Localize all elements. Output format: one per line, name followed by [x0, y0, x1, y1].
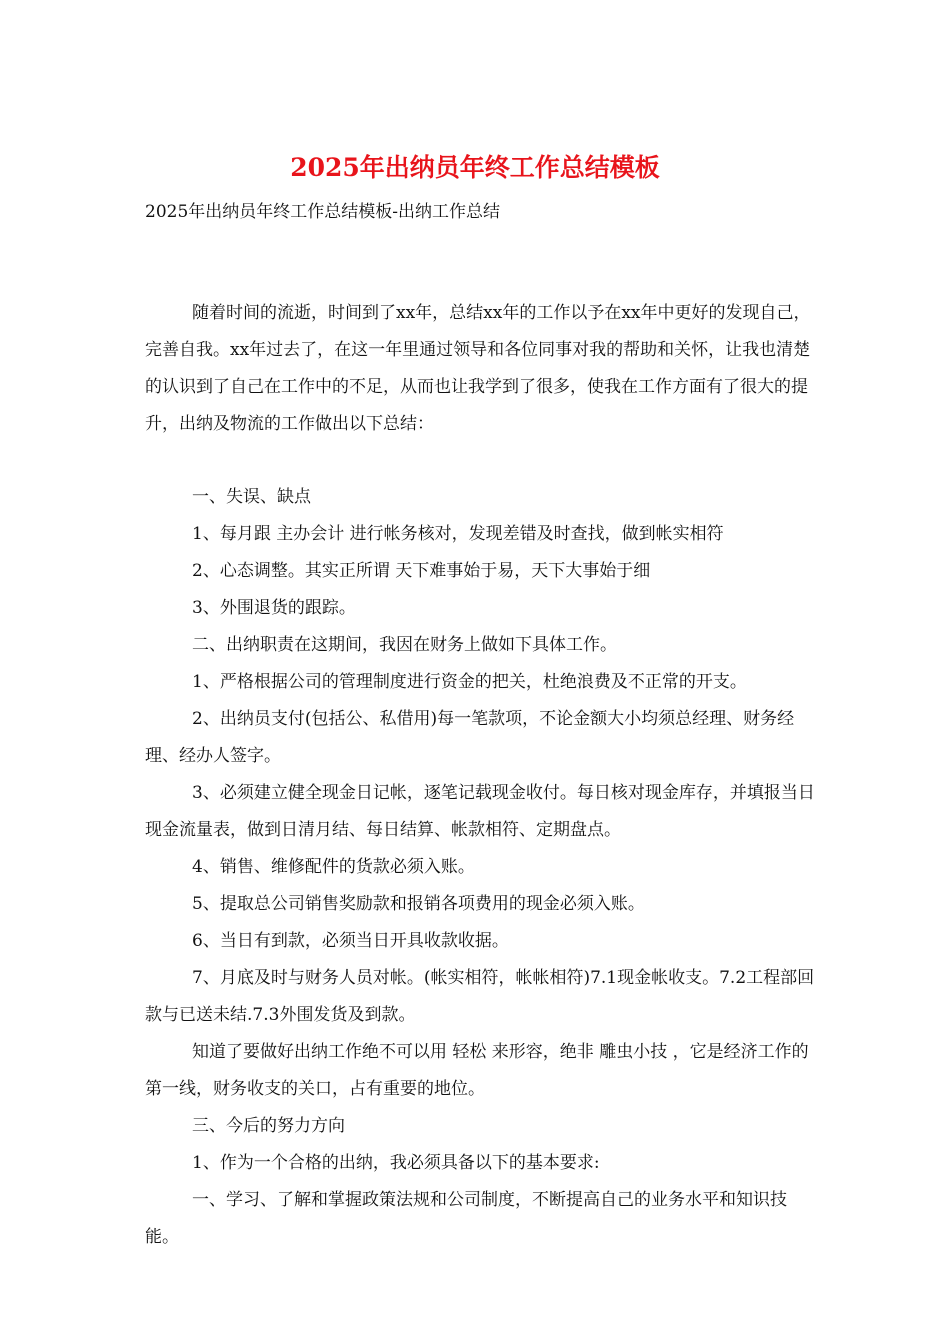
list-item: 2、出纳员支付(包括公、私借用)每一笔款项，不论金额大小均须总经理、财务经理、经办人签字。 [145, 709, 795, 766]
list-item: 4、销售、维修配件的货款必须入账。 [192, 857, 475, 877]
closing-paragraph: 知道了要做好出纳工作绝不可以用 轻松 来形容，绝非 雕虫小技 ，它是经济工作的第一线，财务收支的关口，占有重要的地位。 [145, 1042, 809, 1099]
list-item: 一、学习、了解和掌握政策法规和公司制度，不断提高自己的业务水平和知识技能。 [145, 1190, 787, 1247]
list-item: 3、外围退货的跟踪。 [192, 598, 356, 618]
list-item: 1、每月跟 主办会计 进行帐务核对，发现差错及时查找，做到帐实相符 [192, 524, 724, 544]
list-item: 1、严格根据公司的管理制度进行资金的把关，杜绝浪费及不正常的开支。 [192, 672, 747, 692]
paragraph-spacer [145, 443, 815, 479]
document-title: 2025年出纳员年终工作总结模板 [290, 153, 660, 182]
section-heading: 二、出纳职责在这期间，我因在财务上做如下具体工作。 [192, 635, 617, 655]
list-item: 3、必须建立健全现金日记帐，逐笔记载现金收付。每日核对现金库存，并填报当日现金流量表，做到日清月结、每日结算、帐款相符、定期盘点。 [145, 783, 815, 840]
list-item: 2、心态调整。其实正所谓 天下难事始于易，天下大事始于细 [192, 561, 651, 581]
document-subtitle: 2025年出纳员年终工作总结模板-出纳工作总结 [145, 202, 501, 222]
list-item: 6、当日有到款，必须当日开具收款收据。 [192, 931, 509, 951]
list-item: 7、月底及时与财务人员对帐。(帐实相符，帐帐相符)7.1现金帐收支。7.2工程部回款与已送未结.7.3外围发货及到款。 [145, 968, 815, 1025]
document-body [145, 295, 815, 1256]
list-item: 5、提取总公司销售奖励款和报销各项费用的现金必须入账。 [192, 894, 645, 914]
list-item: 1、作为一个合格的出纳，我必须具备以下的基本要求: [192, 1153, 600, 1173]
section-heading: 三、今后的努力方向 [192, 1116, 345, 1136]
intro-paragraph: 随着时间的流逝，时间到了xx年，总结xx年的工作以予在xx年中更好的发现自己，完善自我。xx年过去了，在这一年里通过领导和各位同事对我的帮助和关怀，让我也清楚的认识到了自己在工作中的不足，从而也让我学到了很多，使我在工作方面有了很大的提升，出纳及物流的工作做出以下总结： [145, 303, 811, 434]
section-heading: 一、失误、缺点 [192, 487, 311, 507]
